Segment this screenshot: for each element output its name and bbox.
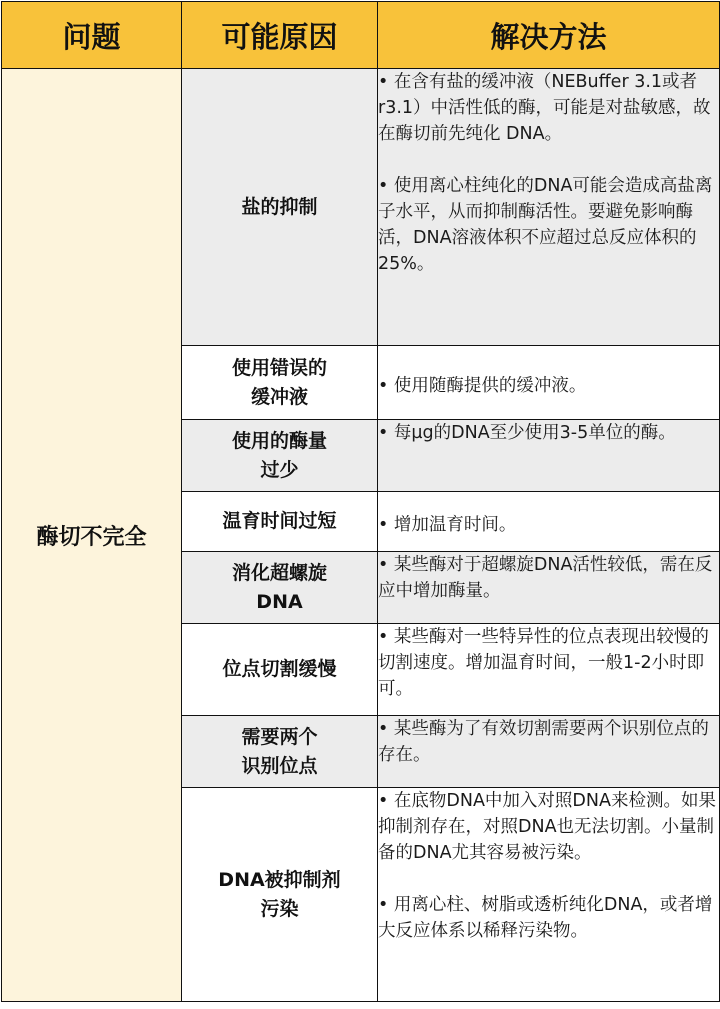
cause-line: 温育时间过短 xyxy=(222,510,337,532)
cause-cell xyxy=(182,346,378,420)
solution-cell xyxy=(378,552,720,624)
solution-paragraph: • 某些酶对一些特异性的位点表现出较慢的切割速度。增加温育时间，一般1-2小时即可。 xyxy=(378,627,709,699)
cause-cell xyxy=(182,69,378,346)
cause-line: 使用的酶量 xyxy=(231,429,327,452)
solution-paragraph: • 增加温育时间。 xyxy=(378,514,517,535)
cause-line: 需要两个 xyxy=(241,725,318,748)
cause-line: 识别位点 xyxy=(241,754,318,777)
cause-line: 缓冲液 xyxy=(250,385,308,408)
solution-cell xyxy=(378,420,720,492)
table-row xyxy=(2,69,720,346)
cause-cell xyxy=(182,492,378,552)
solution-paragraph: • 在含有盐的缓冲液（NEBuffer 3.1或者r3.1）中活性低的酶，可能是对盐敏感，故在酶切前先纯化 DNA。 xyxy=(378,72,711,144)
solution-cell xyxy=(378,492,720,552)
header-cause: 可能原因 xyxy=(182,2,378,69)
header-row xyxy=(2,2,720,69)
solution-paragraph: • 每µg的DNA至少使用3-5单位的酶。 xyxy=(378,423,676,443)
solution-paragraph: • 某些酶对于超螺旋DNA活性较低，需在反应中增加酶量。 xyxy=(378,555,713,601)
solution-paragraph: • 某些酶为了有效切割需要两个识别位点的存在。 xyxy=(378,719,709,765)
cause-line: DNA xyxy=(256,590,303,613)
troubleshooting-table xyxy=(1,1,720,1002)
problem-cell: 酶切不完全 xyxy=(2,69,182,1002)
solution-cell xyxy=(378,346,720,420)
cause-cell xyxy=(182,716,378,788)
solution-cell xyxy=(378,69,720,346)
header-problem: 问题 xyxy=(2,2,182,69)
cause-cell xyxy=(182,624,378,716)
solution-cell xyxy=(378,716,720,788)
solution-paragraph: • 在底物DNA中加入对照DNA来检测。如果抑制剂存在，对照DNA也无法切割。小量制备的DNA尤其容易被污染。 xyxy=(378,791,716,863)
header-solution: 解决方法 xyxy=(378,2,720,69)
solution-cell xyxy=(378,788,720,1002)
cause-cell xyxy=(182,420,378,492)
solution-cell xyxy=(378,624,720,716)
cause-line: 污染 xyxy=(260,897,299,920)
cause-line: 位点切割缓慢 xyxy=(222,658,337,680)
cause-cell xyxy=(182,788,378,1002)
cause-cell xyxy=(182,552,378,624)
cause-line: 盐的抑制 xyxy=(241,195,318,218)
solution-paragraph: • 使用离心柱纯化的DNA可能会造成高盐离子水平，从而抑制酶活性。要避免影响酶活，DNA溶液体积不应超过总反应体积的25%。 xyxy=(378,176,713,274)
solution-paragraph: • 使用随酶提供的缓冲液。 xyxy=(378,375,587,396)
cause-line: 过少 xyxy=(260,458,299,481)
cause-line: 使用错误的 xyxy=(231,356,327,379)
solution-paragraph: • 用离心柱、树脂或透析纯化DNA，或者增大反应体系以稀释污染物。 xyxy=(378,895,713,941)
cause-line: 消化超螺旋 xyxy=(231,561,327,584)
cause-line: DNA被抑制剂 xyxy=(218,868,341,891)
